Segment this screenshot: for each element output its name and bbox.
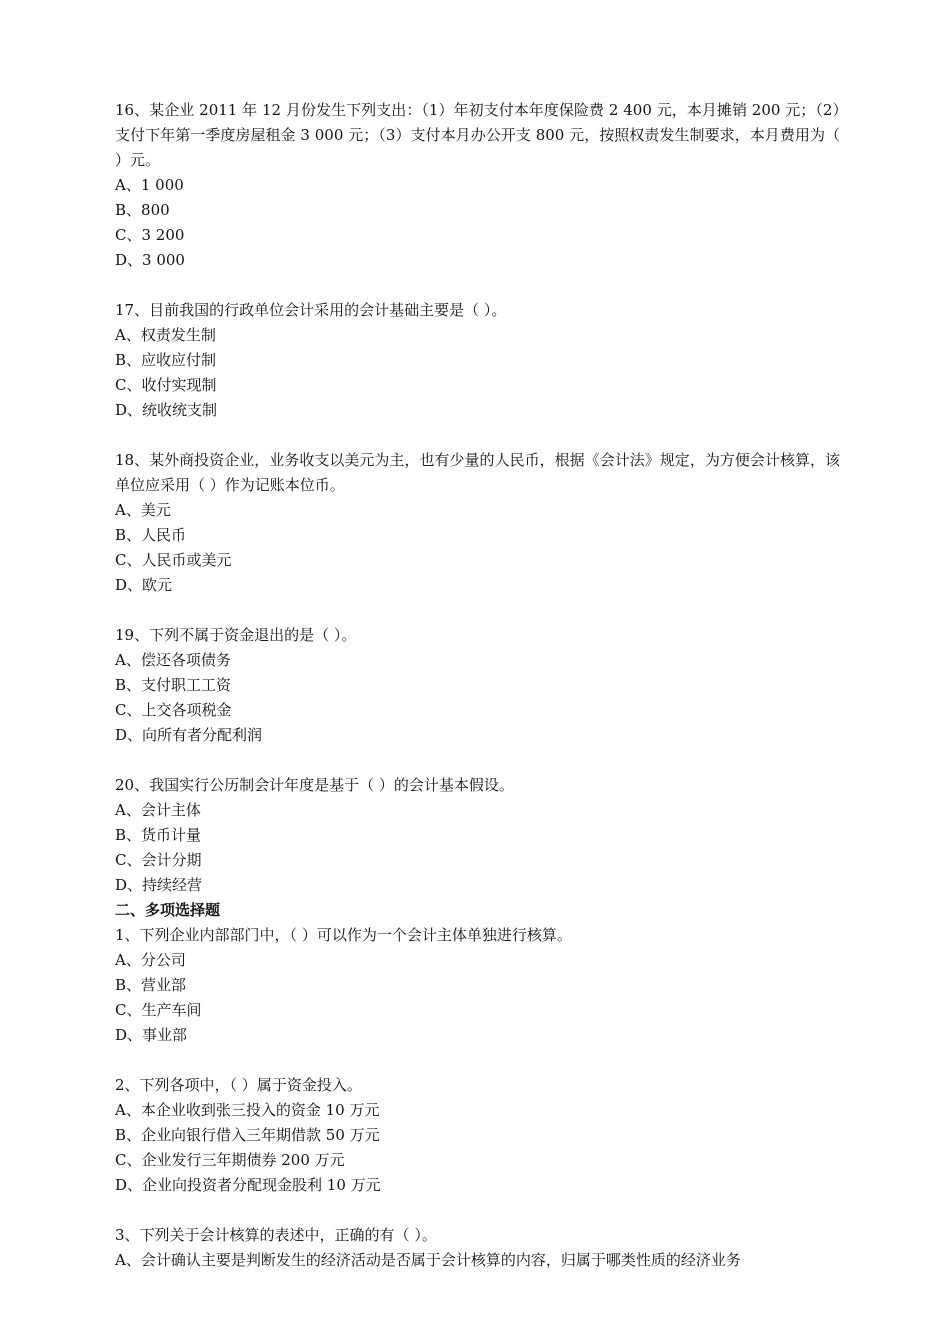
option-b: B、800 [115, 201, 170, 219]
multi-question-1 [115, 923, 840, 1048]
option-c: C、人民币或美元 [115, 551, 232, 569]
option-d: D、向所有者分配利润 [115, 726, 263, 744]
option-a: A、权责发生制 [115, 326, 216, 344]
multi-question-2 [115, 1073, 840, 1198]
question-stem: 2、下列各项中，（ ）属于资金投入。 [115, 1076, 362, 1094]
question-stem: 19、下列不属于资金退出的是（ ）。 [115, 626, 357, 644]
option-a: A、会计主体 [115, 801, 201, 819]
section-title: 二、多项选择题 [115, 901, 221, 919]
option-b: B、人民币 [115, 526, 187, 544]
option-c: C、生产车间 [115, 1001, 202, 1019]
option-d: D、3 000 [115, 251, 185, 269]
option-c: C、会计分期 [115, 851, 202, 869]
question-stem: 17、目前我国的行政单位会计采用的会计基础主要是（ ）。 [115, 301, 507, 319]
option-d: D、事业部 [115, 1026, 188, 1044]
option-b: B、支付职工工资 [115, 676, 232, 694]
option-b: B、企业向银行借入三年期借款 50 万元 [115, 1126, 380, 1144]
question-stem: 1、下列企业内部部门中，（ ）可以作为一个会计主体单独进行核算。 [115, 926, 572, 944]
question-17 [115, 298, 840, 423]
question-stem: 18、某外商投资企业，业务收支以美元为主，也有少量的人民币，根据《会计法》规定，为方便会计核算，该单位应采用（ ）作为记账本位币。 [115, 451, 840, 494]
option-b: B、应收应付制 [115, 351, 217, 369]
option-c: C、收付实现制 [115, 376, 217, 394]
question-stem: 20、我国实行公历制会计年度是基于（ ）的会计基本假设。 [115, 776, 514, 794]
question-20 [115, 773, 840, 898]
option-c: C、3 200 [115, 226, 185, 244]
document-page [115, 98, 840, 1273]
option-d: D、欧元 [115, 576, 173, 594]
option-d: D、统收统支制 [115, 401, 218, 419]
option-d: D、持续经营 [115, 876, 203, 894]
option-c: C、上交各项税金 [115, 701, 232, 719]
option-a: A、偿还各项债务 [115, 651, 231, 669]
option-a: A、1 000 [115, 176, 184, 194]
option-a: A、美元 [115, 501, 171, 519]
option-a: A、分公司 [115, 951, 186, 969]
multi-question-3 [115, 1223, 840, 1273]
option-c: C、企业发行三年期债券 200 万元 [115, 1151, 345, 1169]
question-stem: 16、某企业 2011 年 12 月份发生下列支出：（1）年初支付本年度保险费 2 400 元，本月摊销 200 元；（2）支付下年第一季度房屋租金 3 000 元；（3）支付本月办公开支 800 元，按照权责发生制要求，本月费用为（ ）元。 [115, 101, 840, 169]
question-19 [115, 623, 840, 748]
option-a: A、本企业收到张三投入的资金 10 万元 [115, 1101, 380, 1119]
option-b: B、货币计量 [115, 826, 202, 844]
option-d: D、企业向投资者分配现金股利 10 万元 [115, 1176, 381, 1194]
option-a: A、会计确认主要是判断发生的经济活动是否属于会计核算的内容，归属于哪类性质的经济业务 [115, 1251, 741, 1269]
question-16 [115, 98, 840, 273]
option-b: B、营业部 [115, 976, 187, 994]
question-18 [115, 448, 840, 598]
question-stem: 3、下列关于会计核算的表述中，正确的有（ ）。 [115, 1226, 437, 1244]
